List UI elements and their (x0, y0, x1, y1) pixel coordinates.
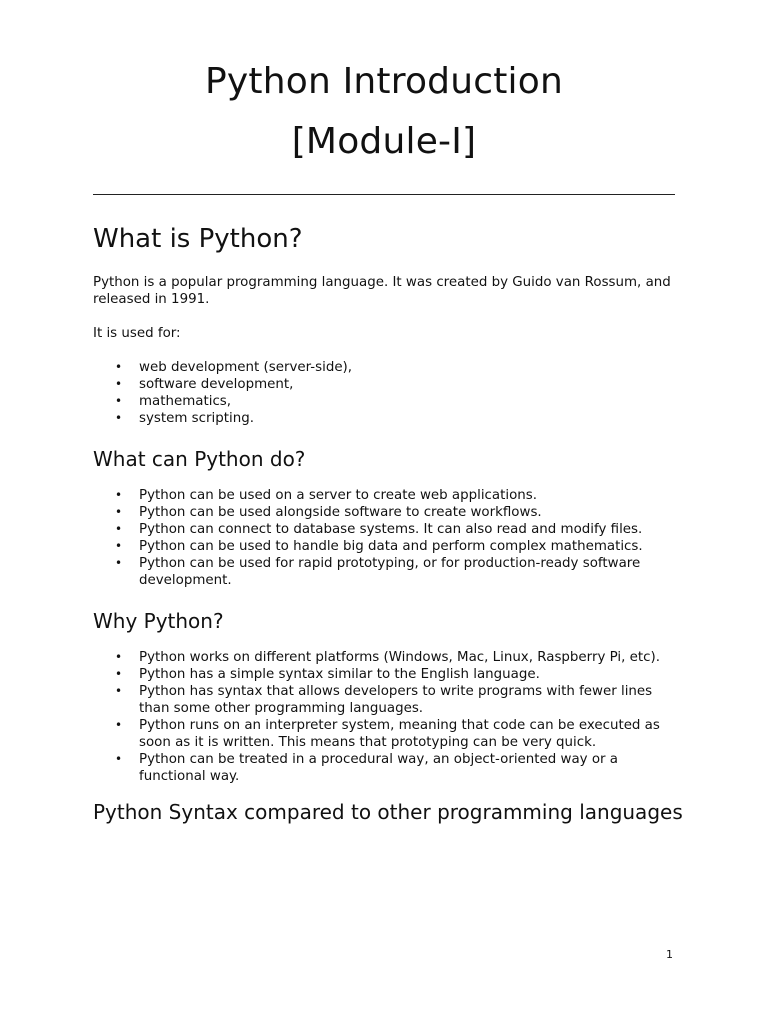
list-item-text: Python runs on an interpreter system, meaning that code can be executed as soon as it is written. This means that prototyping can be very quick. (139, 718, 660, 750)
list-item (93, 376, 683, 393)
bullet-icon: • (115, 377, 123, 391)
list-item (93, 410, 683, 427)
list-item-text: Python can be used to handle big data and perform complex mathematics. (139, 539, 643, 554)
section-heading-python-syntax: Python Syntax compared to other programming languages (93, 800, 683, 824)
list-item (93, 683, 683, 717)
bullet-icon: • (115, 411, 123, 425)
title-divider (93, 194, 675, 195)
used-for-paragraph: It is used for: (93, 326, 181, 341)
list-item-text: system scripting. (139, 411, 254, 426)
list-item (93, 487, 683, 504)
bullet-icon: • (115, 488, 123, 502)
list-item-text: Python has a simple syntax similar to the English language. (139, 667, 540, 682)
bullet-icon: • (115, 394, 123, 408)
page-number: 1 (666, 948, 673, 961)
list-item (93, 359, 683, 376)
list-item-text: Python can be treated in a procedural way, an object-oriented way or a functional way. (139, 752, 619, 784)
list-item-text: mathematics, (139, 394, 232, 409)
list-item (93, 504, 683, 521)
bullet-icon: • (115, 650, 123, 664)
document-title: Python Introduction (204, 61, 564, 102)
list-item (93, 555, 683, 589)
list-item (93, 538, 683, 555)
intro-paragraph: Python is a popular programming language. It was created by Guido van Rossum, and released in 1991. (93, 275, 671, 307)
bullet-icon: • (115, 718, 123, 732)
bullet-icon: • (115, 522, 123, 536)
bullet-icon: • (115, 752, 123, 766)
bullet-icon: • (115, 667, 123, 681)
bullet-icon: • (115, 360, 123, 374)
used-for-list (93, 359, 683, 427)
bullet-icon: • (115, 505, 123, 519)
what-can-list (93, 487, 683, 589)
section-heading-what-is-python: What is Python? (93, 224, 303, 254)
list-item-text: Python can be used on a server to create web applications. (139, 488, 537, 503)
list-item (93, 521, 683, 538)
bullet-icon: • (115, 539, 123, 553)
list-item (93, 649, 683, 666)
bullet-icon: • (115, 684, 123, 698)
list-item-text: Python can be used alongside software to create workflows. (139, 505, 542, 520)
document-subtitle: [Module-I] (291, 121, 477, 162)
list-item (93, 751, 683, 785)
list-item-text: web development (server-side), (139, 360, 353, 375)
document-body (93, 222, 683, 827)
section-heading-what-can-python-do: What can Python do? (93, 447, 306, 471)
list-item-text: Python can connect to database systems. It can also read and modify files. (139, 522, 643, 537)
section-heading-why-python: Why Python? (93, 609, 224, 633)
list-item (93, 666, 683, 683)
list-item-text: Python can be used for rapid prototyping, or for production-ready software development. (139, 556, 641, 588)
why-python-list (93, 649, 683, 785)
list-item-text: Python works on different platforms (Windows, Mac, Linux, Raspberry Pi, etc). (139, 650, 660, 665)
list-item-text: Python has syntax that allows developers to write programs with fewer lines than some other programming languages. (139, 684, 653, 716)
list-item (93, 393, 683, 410)
list-item (93, 717, 683, 751)
bullet-icon: • (115, 556, 123, 570)
list-item-text: software development, (139, 377, 294, 392)
